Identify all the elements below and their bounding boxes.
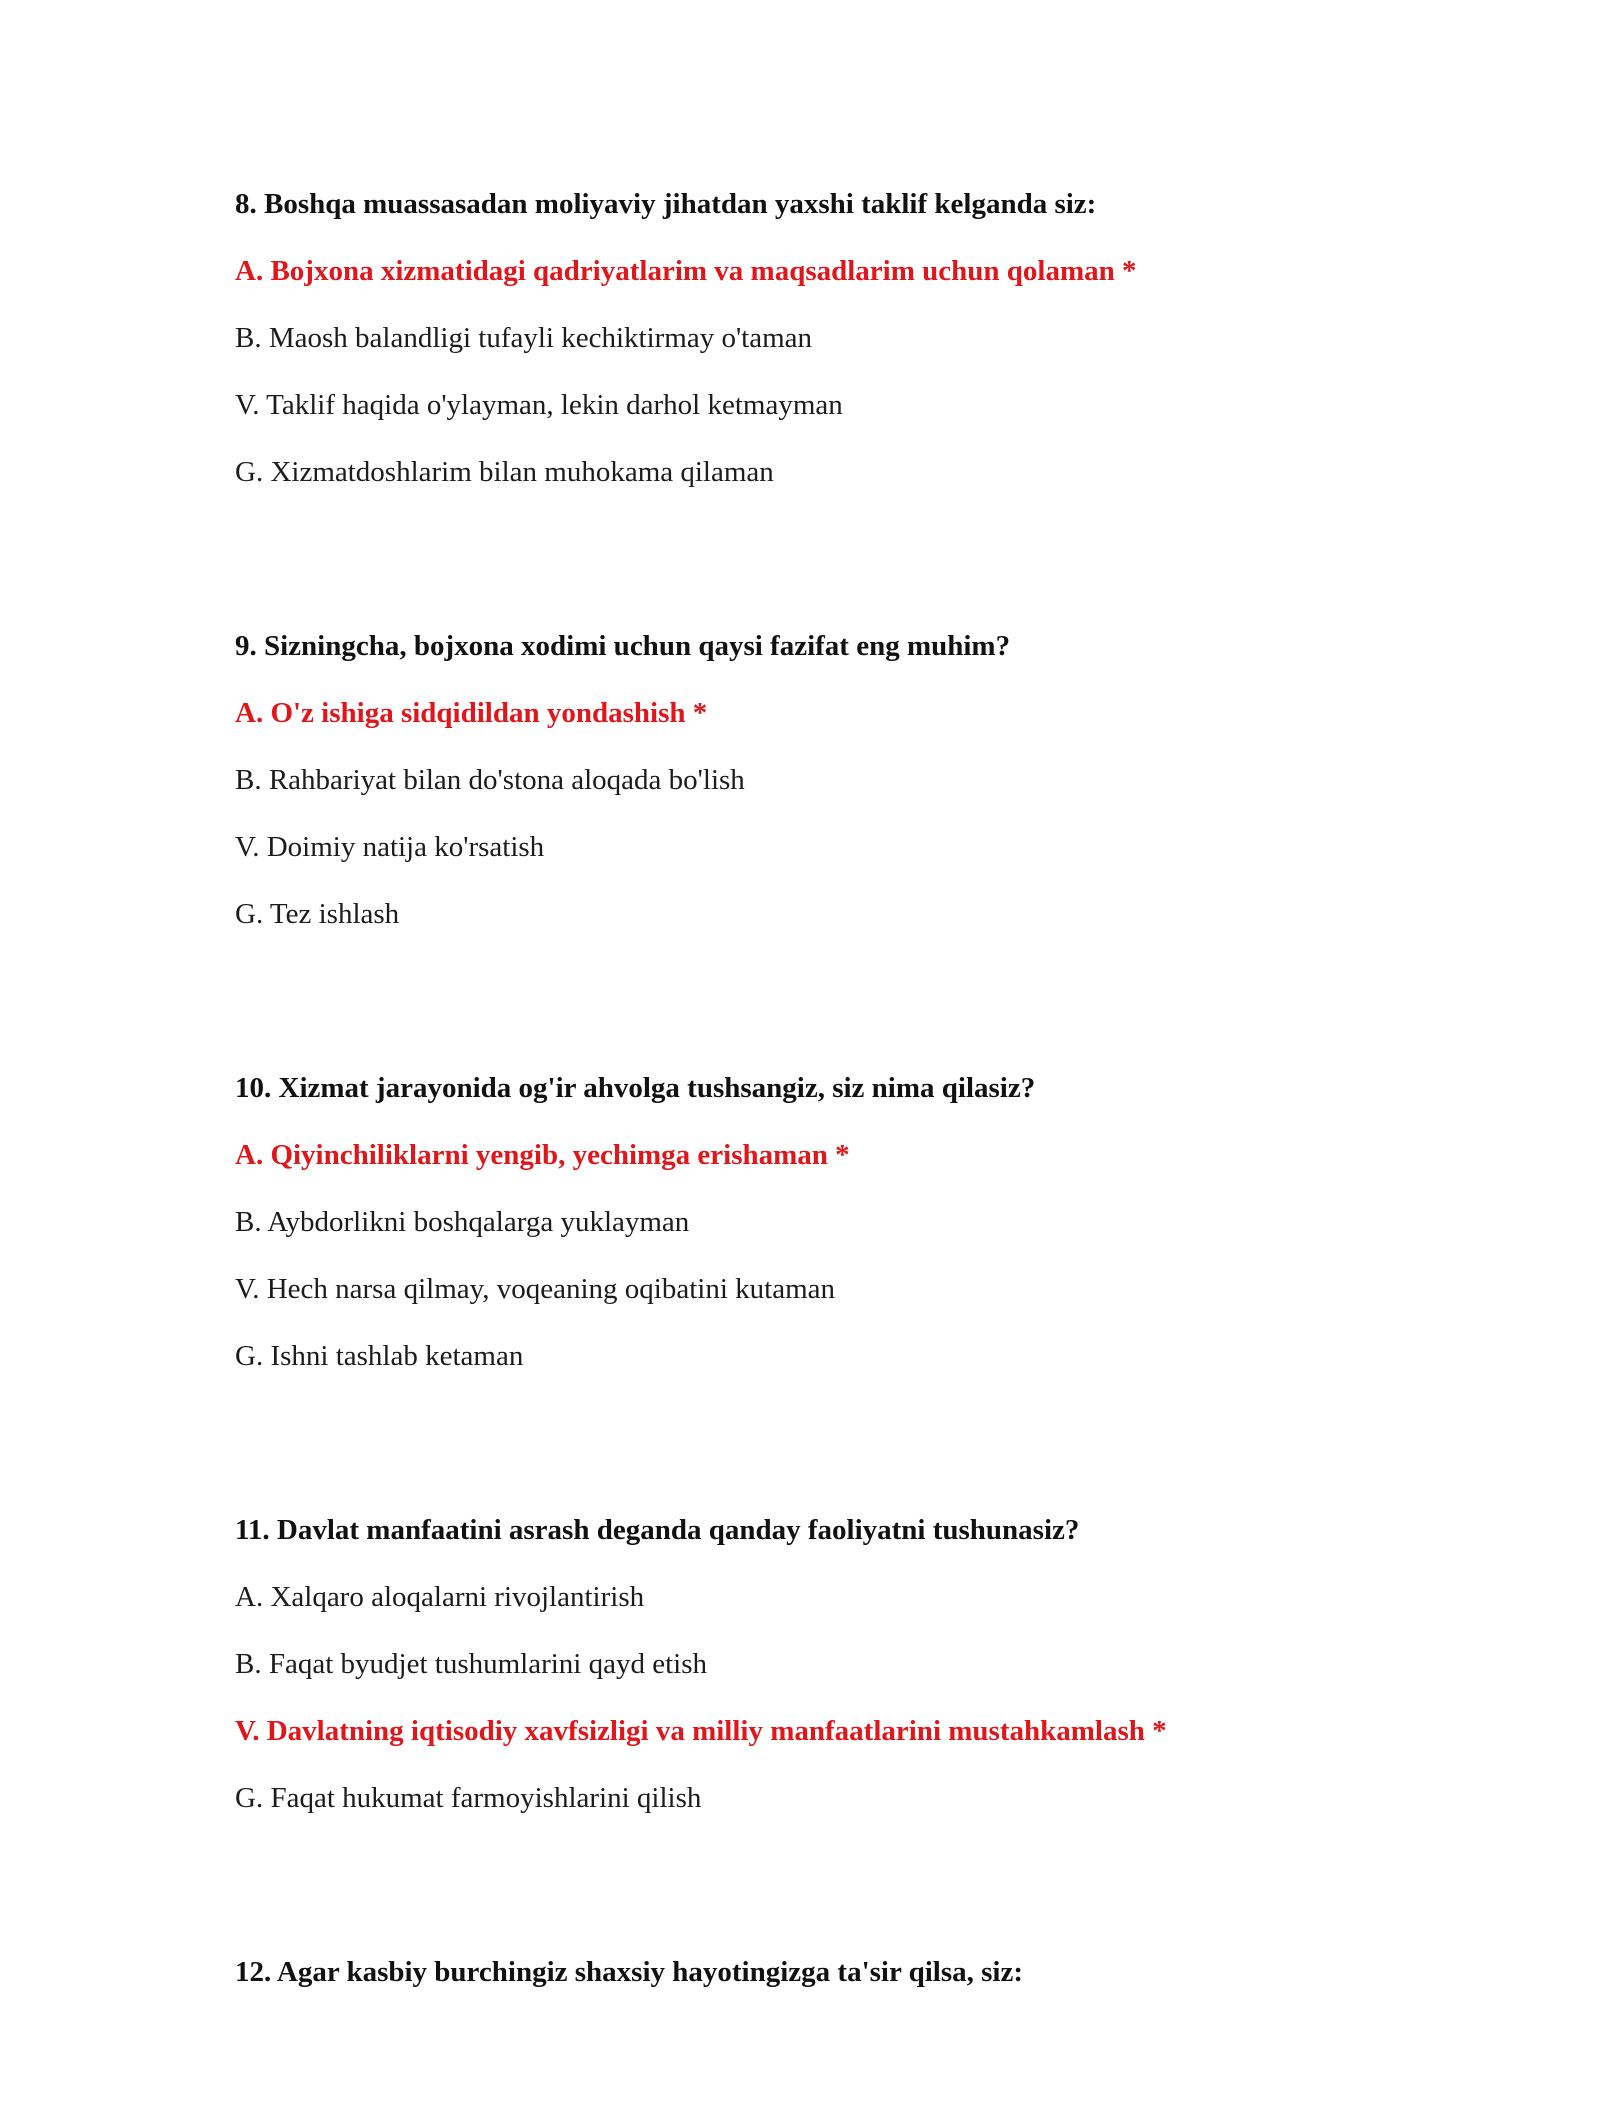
option-correct: V. Davlatning iqtisodiy xavfsizligi va milliy manfaatlarini mustahkamlash * [235,1715,1167,1747]
question-title: 9. Sizningcha, bojxona xodimi uchun qaysi fazifat eng muhim? [235,630,1011,662]
question-10 [235,1068,1435,1376]
option: B. Rahbariyat bilan do'stona aloqada bo'lish [235,764,745,796]
question-title: 10. Xizmat jarayonida og'ir ahvolga tushsangiz, siz nima qilasiz? [235,1072,1036,1104]
option: B. Faqat byudjet tushumlarini qayd etish [235,1648,708,1680]
question-title: 12. Agar kasbiy burchingiz shaxsiy hayotingizga ta'sir qilsa, siz: [235,1956,1023,1988]
option: V. Taklif haqida o'ylayman, lekin darhol ketmayman [235,389,843,421]
option-correct: A. Bojxona xizmatidagi qadriyatlarim va maqsadlarim uchun qolaman * [235,255,1137,287]
option: G. Tez ishlash [235,898,400,930]
option: V. Hech narsa qilmay, voqeaning oqibatini kutaman [235,1273,835,1305]
question-9 [235,626,1435,934]
option: G. Faqat hukumat farmoyishlarini qilish [235,1782,702,1814]
option: A. Xalqaro aloqalarni rivojlantirish [235,1581,645,1613]
option: V. Doimiy natija ko'rsatish [235,831,545,863]
question-12 [235,1952,1435,1992]
option: B. Aybdorlikni boshqalarga yuklayman [235,1206,690,1238]
option: B. Maosh balandligi tufayli kechiktirmay o'taman [235,322,813,354]
question-11 [235,1510,1435,1818]
question-8 [235,184,1435,492]
option: G. Ishni tashlab ketaman [235,1340,524,1372]
question-list [235,184,1435,2126]
question-title: 8. Boshqa muassasadan moliyaviy jihatdan yaxshi taklif kelganda siz: [235,188,1097,220]
option-correct: A. O'z ishiga sidqidildan yondashish * [235,697,708,729]
option-correct: A. Qiyinchiliklarni yengib, yechimga erishaman * [235,1139,850,1171]
question-title: 11. Davlat manfaatini asrash deganda qanday faoliyatni tushunasiz? [235,1514,1080,1546]
option: G. Xizmatdoshlarim bilan muhokama qilaman [235,456,774,488]
